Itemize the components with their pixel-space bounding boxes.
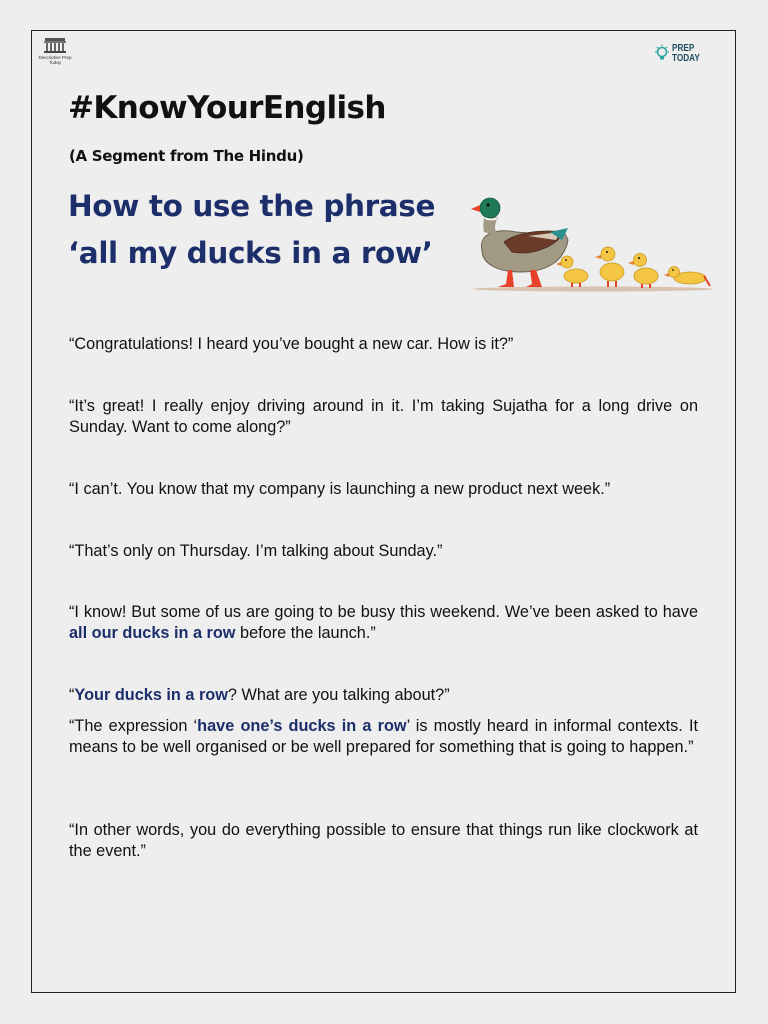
duckling-1 [556,256,588,287]
prep-today-logo [654,44,706,64]
dialogue-line-6-open: “ [69,686,75,704]
dialogue-line-3: “I can’t. You know that my company is launching a new product next week.” [69,480,611,498]
building-icon [43,36,67,54]
mother-duck [471,198,568,287]
duckling-2 [595,247,624,287]
page-title [68,183,435,277]
dialogue-line-7-before: “The expression ‘ [69,717,198,735]
right-logo-line1: PREP [672,43,695,54]
descriptive-prep-logo [38,36,72,65]
segment-subtitle: (A Segment from The Hindu) [69,147,304,165]
hashtag-heading: #KnowYourEnglish [68,90,386,126]
left-logo-caption: Descriptive Prep Today [38,55,72,65]
dialogue-line-7 [69,716,698,758]
dialogue-line-5-after: before the launch.” [235,624,376,642]
dialogue-line-2: “It’s great! I really enjoy driving around in it. I’m taking Sujatha for a long drive on Sunday. Want to come along?” [69,397,698,436]
title-line-1: How to use the phrase [68,189,436,223]
dialogue-line-5 [69,602,698,644]
phrase-highlight: have one’s ducks in a row [197,717,407,735]
dialogue-line-7-after: ’ is mostly heard in informal contexts. It means to be well organised or be well prepared for something that is going to happen.” [69,717,698,756]
dialogue-line-8: “In other words, you do everything possible to ensure that things run like clockwork at the event.” [69,821,698,860]
lightbulb-icon [654,44,670,64]
dialogue-line-5-before: “I know! But some of us are going to be busy this weekend. We’ve been asked to have [69,603,698,621]
dialogue-line-4: “That’s only on Thursday. I’m talking about Sunday.” [69,542,443,560]
phrase-highlight: all our ducks in a row [69,624,236,642]
dialogue-line-6 [69,685,698,706]
ground-shadow [473,287,713,292]
duckling-4 [664,267,710,287]
dialogue-line-6-after: ? What are you talking about?” [227,686,450,704]
duckling-3 [628,254,658,289]
right-logo-line2: TODAY [672,53,700,64]
ducks-in-a-row-illustration [468,192,718,296]
phrase-highlight: Your ducks in a row [74,686,228,704]
title-line-2: ‘all my ducks in a row’ [68,236,433,270]
dialogue-line-1: “Congratulations! I heard you’ve bought a new car. How is it?” [69,335,514,353]
